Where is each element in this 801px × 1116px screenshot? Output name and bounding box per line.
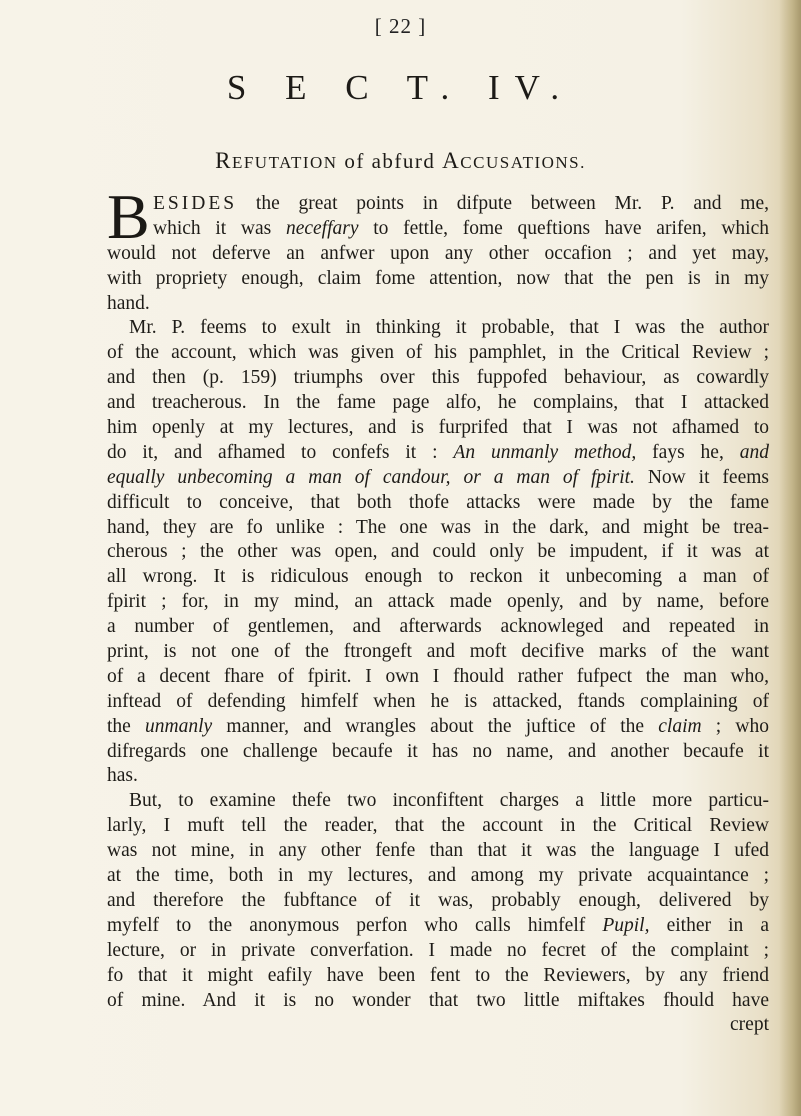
section-subtitle (0, 148, 801, 174)
text-span: the great points in difpute between Mr. P. and me, (237, 193, 769, 214)
subtitle-initial-1: R (215, 148, 232, 173)
text-line (107, 441, 769, 466)
text-span: myfelf to the anonymous perfon who calls himfelf (107, 914, 603, 936)
text-line: all wrong. It is ridiculous enough to reckon it unbecoming a man of (107, 566, 769, 588)
text-line (107, 466, 769, 491)
text-line: would not deferve an anfwer upon any other occafion ; and yet may, (107, 242, 769, 264)
text-line: with propriety enough, claim fome attention, now that the pen is in my (107, 267, 769, 289)
text-line: difficult to conceive, that both thofe attacks were made by the fame (107, 491, 769, 513)
text-line: has. (107, 765, 138, 787)
text-line: larly, I muft tell the reader, that the account in the Critical Review (107, 815, 769, 837)
text-line: hand. (107, 292, 150, 314)
text-span: the (107, 715, 146, 737)
page-number: [ 22 ] (374, 14, 427, 38)
text-line: fpirit ; for, in my mind, an attack made openly, and by name, before (107, 591, 769, 613)
text-span: fays he, (636, 441, 740, 463)
text-span: which it was (153, 217, 286, 239)
text-line: of a decent fhare of fpirit. I own I fhould rather fufpect the man who, (107, 665, 769, 687)
text-line: at the time, both in my lectures, and among my private acquaintance ; (107, 865, 769, 887)
section-heading: S E C T. IV. (226, 68, 575, 107)
text-line (107, 715, 769, 740)
text-line: of the account, which was given of his pamphlet, in the Critical Review ; (107, 342, 769, 364)
text-line: him openly at my lectures, and is furprifed that I was not afhamed to (107, 417, 769, 439)
text-line: fo that it might eafily have been fent to the Reviewers, by any friend (107, 964, 769, 986)
italic-span: unmanly (145, 715, 213, 737)
italic-span: neceffary (285, 217, 359, 239)
text-span: Now it feems (634, 466, 769, 488)
text-line: of mine. And it is no wonder that two little miftakes fhould have (107, 989, 769, 1011)
body-text (107, 181, 770, 1038)
italic-span: equally unbecoming a man of candour, or a man of fpirit. (107, 466, 635, 488)
italic-span: and (739, 441, 769, 463)
text-line: But, to examine thefe two inconfiftent charges a little more particu- (129, 790, 769, 812)
subtitle-initial-2: A (442, 148, 461, 173)
subtitle-word-1: EFUTATION (231, 153, 338, 172)
text-line (107, 914, 769, 939)
text-line (107, 217, 769, 242)
text-line: difregards one challenge becaufe it has no name, and another becaufe it (107, 740, 769, 762)
text-line: and therefore the fubftance of it was, probably enough, delivered by (107, 889, 769, 911)
text-line: a number of gentlemen, and afterwards acknowleged and repeated in (107, 616, 769, 638)
text-span: either in a (649, 914, 770, 936)
text-line (107, 192, 769, 217)
drop-cap: B (107, 181, 150, 252)
text-span: ; who (701, 715, 770, 737)
text-line: and treacherous. In the fame page alfo, he complains, that I attacked (107, 392, 769, 414)
text-line: print, is not one of the ftrongeft and moft decifive marks of the want (107, 641, 769, 663)
opening-word: ESIDES (153, 193, 238, 214)
text-line: was not mine, in any other fenfe than that it was the language I ufed (107, 840, 769, 862)
italic-span: claim (658, 715, 702, 737)
text-line: hand, they are fo unlike : The one was in the dark, and might be trea- (107, 516, 769, 538)
catchword: crept (730, 1014, 769, 1036)
text-line: and then (p. 159) triumphs over this fuppofed behaviour, as cowardly (107, 367, 769, 389)
text-line: cherous ; the other was open, and could only be impudent, if it was at (107, 541, 769, 563)
subtitle-word-2: CCUSATIONS. (460, 153, 586, 172)
text-line: inftead of defending himfelf when he is attacked, ftands complaining of (107, 690, 769, 712)
text-line: Mr. P. feems to exult in thinking it probable, that I was the author (129, 317, 769, 339)
text-span: to fettle, fome queftions have arifen, which (358, 217, 769, 239)
text-span: manner, and wrangles about the juftice of the (212, 715, 659, 737)
subtitle-middle: of abfurd (337, 149, 443, 173)
italic-span: An unmanly method, (453, 441, 637, 463)
text-line: lecture, or in private converfation. I made no fecret of the complaint ; (107, 939, 769, 961)
italic-span: Pupil, (602, 914, 650, 936)
text-span: do it, and afhamed to confefs it : (107, 441, 454, 463)
